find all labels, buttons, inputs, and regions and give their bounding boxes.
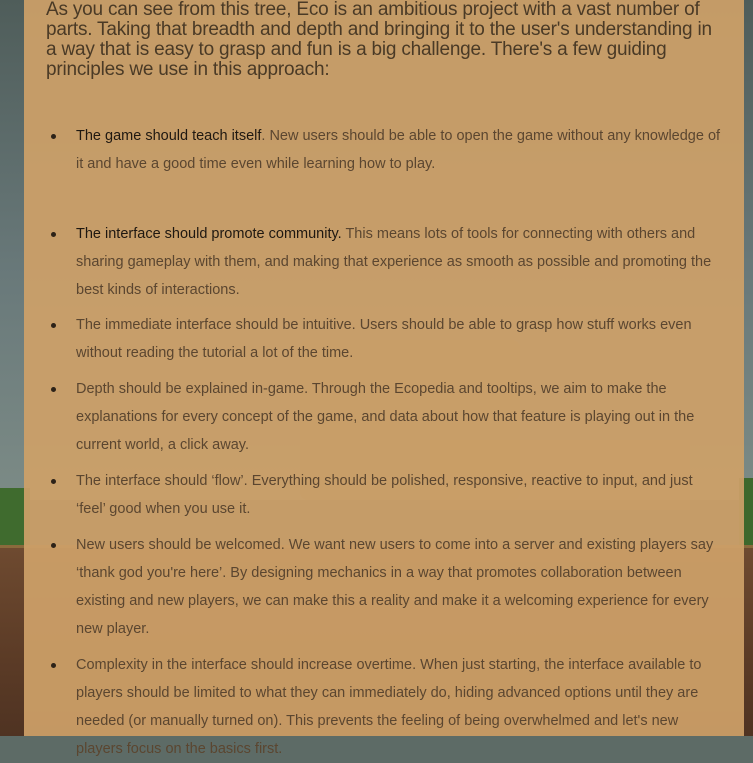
list-item bbox=[46, 651, 721, 763]
principle-lead: The interface should promote community. bbox=[76, 226, 342, 242]
list-item bbox=[46, 220, 721, 304]
content-panel bbox=[24, 0, 744, 757]
principles-list bbox=[46, 122, 721, 763]
principle-text: The immediate interface should be intuitive. Users should be able to grasp how stuff works even without reading the tutorial a lot of the time. bbox=[76, 317, 692, 361]
intro-paragraph: As you can see from this tree, Eco is an ambitious project with a vast number of parts. Taking that breadth and depth and bringing it to the user's understanding in a way that is easy to grasp and fun is a big challenge. There's a few guiding principles we use in this approach: bbox=[46, 0, 712, 80]
principle-lead: The game should teach itself bbox=[76, 128, 262, 144]
principle-text: Depth should be explained in-game. Through the Ecopedia and tooltips, we aim to make the explanations for every concept of the game, and data about how that feature is playing out in the current world, a click away. bbox=[76, 381, 695, 453]
principle-text: New users should be welcomed. We want new users to come into a server and existing players say ‘thank god you're here’. By designing mechanics in a way that promotes collaboration between existing and new players, we can make this a reality and make it a welcoming experience for every new player. bbox=[76, 537, 714, 637]
principle-text: This means lots of tools for connecting with others and sharing gameplay with them, and making that experience as smooth as possible and promoting the best kinds of interactions. bbox=[76, 226, 712, 298]
list-item bbox=[46, 467, 721, 523]
principle-text: Complexity in the interface should increase overtime. When just starting, the interface available to players should be limited to what they can immediately do, hiding advanced options until they are needed (or manually turned on). This prevents the feeling of being overwhelmed and let's new players focus on the basics first. bbox=[76, 657, 702, 757]
list-item bbox=[46, 531, 721, 643]
principle-text: The interface should ‘flow’. Everything should be polished, responsive, reactive to input, and just ‘feel’ good when you use it. bbox=[76, 473, 693, 517]
list-item bbox=[46, 311, 721, 367]
list-item bbox=[46, 122, 721, 178]
list-item bbox=[46, 375, 721, 459]
principle-text: . New users should be able to open the game without any knowledge of it and have a good time even while learning how to play. bbox=[76, 128, 721, 172]
